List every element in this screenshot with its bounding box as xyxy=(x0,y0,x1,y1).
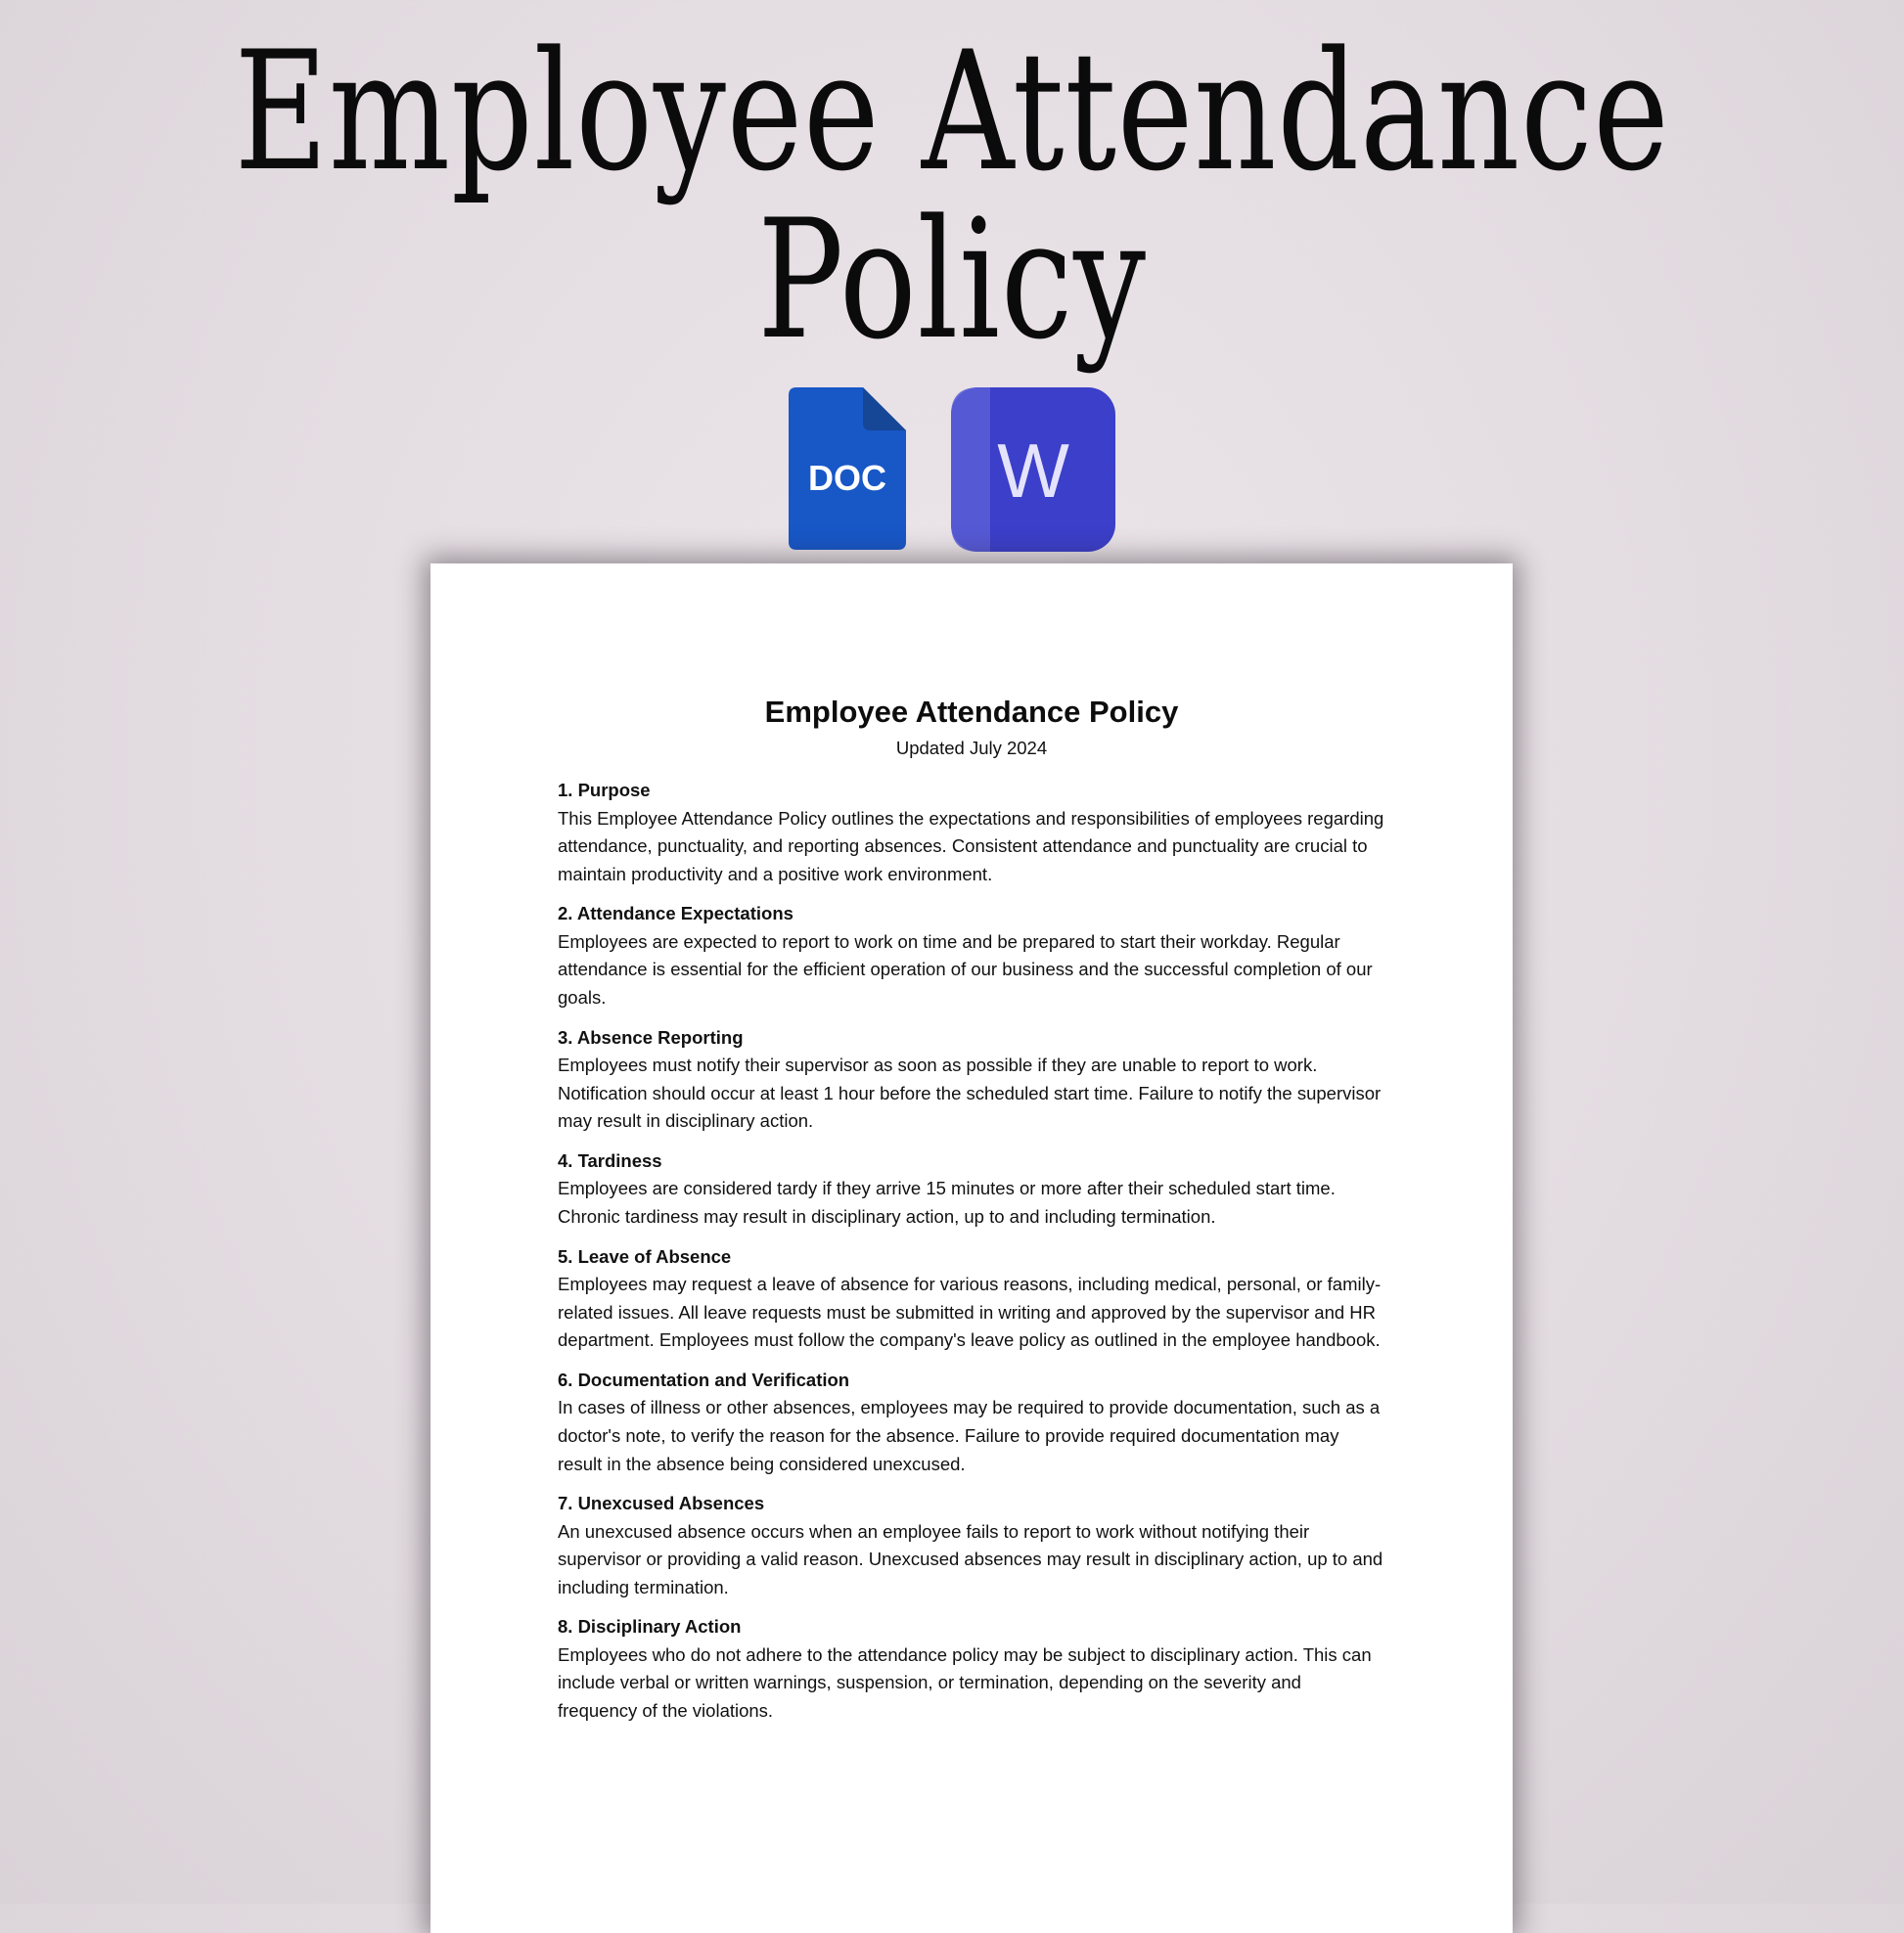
hero-title-line-1: Employee Attendance xyxy=(234,16,1670,207)
hero-title-line-2: Policy xyxy=(757,184,1147,376)
section-body: Employees are expected to report to work on time and be prepared to start their workday. Regular attendance is essential for the efficient operation of our business and the successful completion of our goals. xyxy=(558,930,1373,1008)
section-body: This Employee Attendance Policy outlines the expectations and responsibilities of employees regarding attendance, punctuality, and reporting absences. Consistent attendance and punctuality are crucial to maintain productivity and a positive work environment. xyxy=(558,807,1384,884)
document-content xyxy=(558,693,1385,1737)
section-unexcused-absences xyxy=(558,1490,1385,1601)
section-body: Employees may request a leave of absence for various reasons, including medical, personal, or family-related issues. All leave requests must be submitted in writing and approved by the supervisor and HR department. Employees must follow the company's leave policy as outlined in the employee handbook. xyxy=(558,1274,1382,1351)
section-heading: 7. Unexcused Absences xyxy=(558,1493,765,1514)
section-heading: 5. Leave of Absence xyxy=(558,1245,732,1267)
section-leave-of-absence xyxy=(558,1243,1385,1355)
section-purpose xyxy=(558,777,1385,888)
section-absence-reporting xyxy=(558,1024,1385,1136)
format-badges xyxy=(789,387,1117,552)
section-heading: 1. Purpose xyxy=(558,780,651,800)
document-preview xyxy=(431,563,1513,1933)
doc-badge-label: DOC xyxy=(808,458,886,498)
section-body: Employees must notify their supervisor as soon as possible if they are unable to report to work. Notification should occur at least 1 hour before the scheduled start time. Failure to notify the supervisor may result in disciplinary action. xyxy=(558,1055,1382,1132)
section-heading: 4. Tardiness xyxy=(558,1149,662,1171)
word-badge-label: W xyxy=(997,427,1069,514)
document-updated-date: Updated July 2024 xyxy=(895,738,1048,758)
hero-title xyxy=(209,16,1695,376)
section-disciplinary-action xyxy=(558,1613,1385,1725)
section-heading: 3. Absence Reporting xyxy=(558,1026,744,1048)
section-body: Employees are considered tardy if they arrive 15 minutes or more after their scheduled start time. Chronic tardiness may result in disciplinary action, up to and including termination. xyxy=(558,1178,1336,1227)
word-app-icon xyxy=(951,387,1115,552)
section-attendance-expectations xyxy=(558,900,1385,1011)
section-body: An unexcused absence occurs when an employee fails to report to work without notifying their supervisor or providing a valid reason. Unexcused absences may result in disciplinary action, up to and including termination. xyxy=(558,1520,1383,1597)
section-tardiness xyxy=(558,1147,1385,1232)
section-heading: 8. Disciplinary Action xyxy=(558,1616,742,1638)
document-title: Employee Attendance Policy xyxy=(764,695,1179,729)
doc-file-icon xyxy=(789,387,906,550)
section-body: Employees who do not adhere to the attendance policy may be subject to disciplinary action. This can include verbal or written warnings, suspension, or termination, depending on the severity and frequency of the violations. xyxy=(558,1643,1372,1722)
section-body: In cases of illness or other absences, employees may be required to provide documentation, such as a doctor's note, to verify the reason for the absence. Failure to provide required documentation may result in the absence being considered unexcused. xyxy=(558,1397,1381,1474)
section-documentation-verification xyxy=(558,1367,1385,1478)
section-heading: 6. Documentation and Verification xyxy=(558,1369,850,1390)
section-heading: 2. Attendance Expectations xyxy=(558,903,793,924)
